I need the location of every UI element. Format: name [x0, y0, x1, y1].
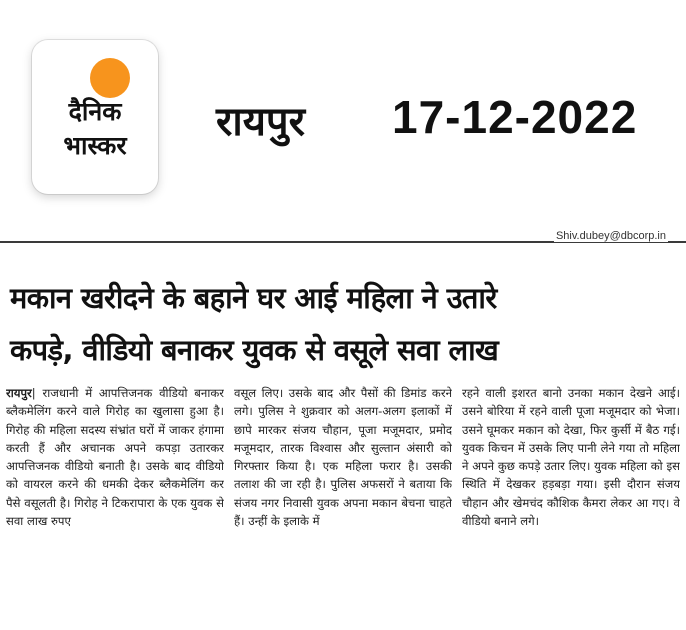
city-name: रायपुर: [216, 99, 305, 145]
article-column-3: [462, 384, 680, 624]
dateline: रायपुर: [6, 386, 32, 400]
headline-line2: कपड़े, वीडियो बनाकर युवक से वसूले सवा लाख: [10, 333, 499, 367]
headline-line1: मकान खरीदने के बहाने घर आई महिला ने उतारे: [10, 281, 497, 315]
article-body: [6, 384, 680, 624]
reporter-email: Shiv.dubey@dbcorp.in: [555, 230, 666, 242]
logo-text-line2: भास्कर: [63, 131, 127, 160]
article-column-2: [234, 384, 452, 624]
dateline-separator: |: [31, 386, 43, 400]
column-1-text: राजधानी में आपत्तिजनक वीडियो बनाकर ब्लैकमेलिंग करने वाले गिरोह का खुलासा हुआ है। गिरोह की महिला सदस्य संभ्रांत घरों में जाकर हंगामा करती हैं और अचानक अपने कपड़ा उतारकर आपत्तिजनक वीडियो बनाती है। उसके बाद वीडियो को वायरल करने की धमकी देकर ब्लैकमेलिंग कर पैसे वसूलती है। गिरोह ने टिकरापारा के एक युवक से सवा लाख रुपए: [6, 386, 224, 529]
column-2-text: वसूल लिए। उसके बाद और पैसों की डिमांड करने लगे। पुलिस ने शुक्रवार को अलग-अलग इलाकों में छापे मारकर संजय चौहान, पूजा मजूमदार, प्रमोद मजूमदार, तारक विश्वास और सुल्तान अंसारी को गिरफ्तार किया है। एक महिला फरार है। उसकी तलाश की जा रही है। पुलिस अफसरों ने बताया कि संजय नगर निवासी युवक अपना मकान बेचना चाहते हैं। उन्हीं के इलाके में: [234, 386, 452, 529]
dainik-bhaskar-logo: [32, 40, 158, 194]
logo-text-line1: दैनिक: [68, 97, 122, 126]
publication-date: 17-12-2022: [392, 91, 638, 143]
article-column-1: [6, 384, 224, 624]
sun-icon: [90, 58, 130, 98]
column-3-text: रहने वाली इशरत बानो उनका मकान देखने आई। उसने बोरिया में रहने वाली पूजा मजूमदार को भेजा। उसने घूमकर मकान को देखा, फिर कुर्सी में बैठ गई। युवक किचन में उसके लिए पानी लेने गया तो महिला ने अपने कुछ कपड़े उतार लिए। युवक महिला को इस स्थिति में देखकर हड़बड़ा गया। इसी दौरान संजय चौहान और खेमचंद कौशिक कैमरा लेकर आ गए। वे वीडियो बनाने लगे।: [462, 386, 680, 529]
